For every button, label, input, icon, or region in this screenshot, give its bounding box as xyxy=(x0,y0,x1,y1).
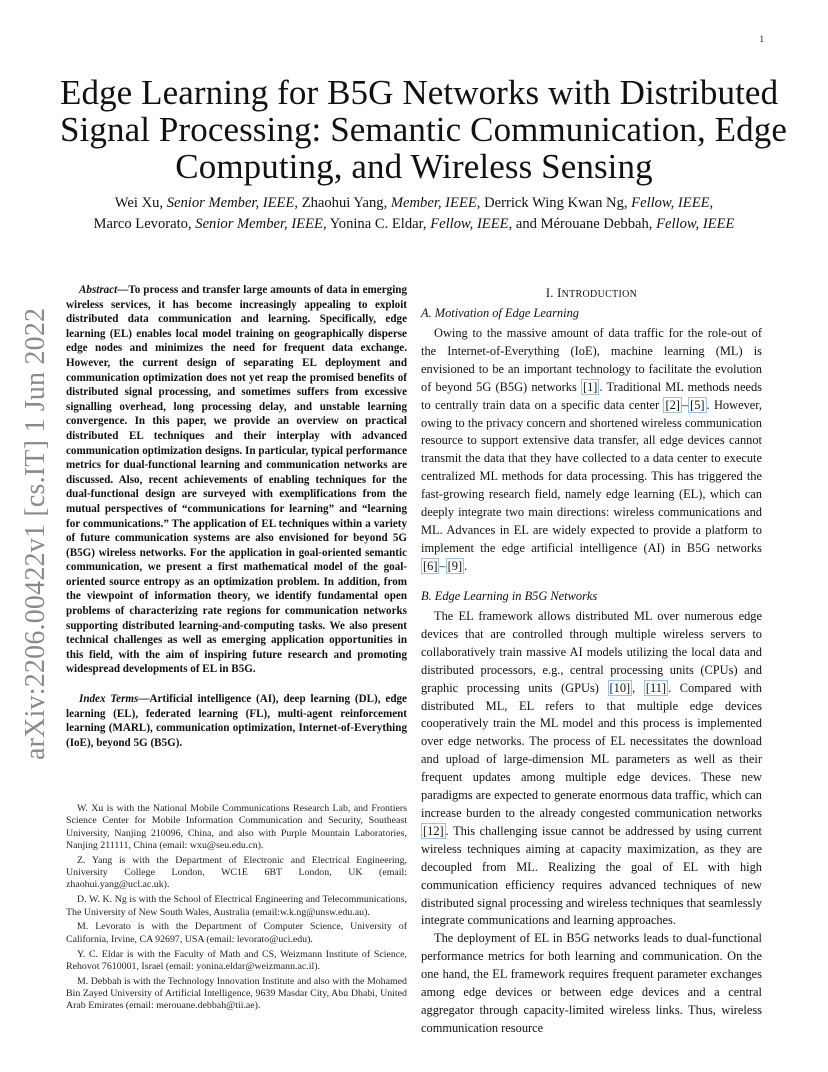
title-line: Signal Processing: Semantic Communication, Edge xyxy=(60,110,787,149)
section-heading xyxy=(421,286,762,301)
citation-link[interactable]: [9] xyxy=(447,558,463,573)
index-terms-text: —Artificial intelligence (AI), deep learning (DL), edge learning (EL), federated learning (FL), multi-agent reinforcement learning (MARL), communication optimization, Internet-of-Everything (IoE), beyond 5G (B5G). xyxy=(66,693,407,749)
citation-link[interactable]: [11] xyxy=(645,680,667,695)
author-line-2 xyxy=(60,214,768,235)
author-role: Fellow, IEEE xyxy=(656,216,735,232)
footnote: Y. C. Eldar is with the Faculty of Math and CS, Weizmann Institute of Science, Rehovot 7610001, Israel (email: yonina.eldar@weizmann.ac.il). xyxy=(66,948,407,972)
author-name: , Yonina C. Eldar, xyxy=(322,216,431,232)
intro-paragraph-1 xyxy=(421,325,762,576)
footnote: D. W. K. Ng is with the School of Electrical Engineering and Telecommunications, The University of New South Wales, Australia (email:w.k.ng@unsw.edu.au). xyxy=(66,894,407,918)
intro-paragraph-2 xyxy=(421,608,762,1038)
author-line-1 xyxy=(60,193,768,214)
author-role: Senior Member, IEEE xyxy=(166,195,295,211)
index-terms-paragraph xyxy=(66,692,407,750)
footnote: W. Xu is with the National Mobile Communications Research Lab, and Frontiers Science Center for Mobile Information Communication and Security, Southeast University, Nanjing 210096, China, and also with Purple Mountain Laboratories, Nanjing 211111, China (email: wxu@seu.edu.cn). xyxy=(66,803,407,851)
text-run: . Compared with distributed ML, EL refers to that multiple edge devices cooperatively train the ML model and this process is implemented over edge networks. The process of EL necessitates the download and upload of large-dimension ML parameters as well as their frequent updates among multiple edge devices. These new paradigms are expected to generate enormous data traffic, which can increase burden to the already congested communication networks xyxy=(421,680,763,820)
text-run: The EL framework allows distributed ML over numerous edge devices that are controlled through multiple wireless servers to collaboratively train massive AI models utilizing the local data and distributed processors, e.g., central processing units (CPUs) and graphic processing units (GPUs) xyxy=(421,609,762,695)
abstract-text: —To process and transfer large amounts of data in emerging wireless services, it has become increasingly appealing to exploit distributed data communication and learning. Specifically, edge learning (EL) enables local model training on geographically disperse edge nodes and minimizes the need for frequent data exchange. However, the current design of separating EL deployment and communication optimization does not yet reap the promised benefits of distributed signal processing, and sometimes suffers from excessive signalling overhead, long processing delay, and unstable learning convergence. In this paper, we provide an overview on practical distributed EL techniques and their interplay with advanced communication optimization designs. In particular, typical performance metrics for dual-functional learning and communication networks are discussed. Also, recent achievements of enabling techniques for the dual-functional design are surveyed with exemplifications from the mutual perspectives of “communications for learning” and “learning for communications.” The application of EL techniques within a variety of future communication systems are also envisioned for beyond 5G (B5G) wireless networks. For the application in goal-oriented semantic communication, we present a first mathematical model of the goal-oriented source entropy as an optimization problem. In addition, from the viewpoint of information theory, we identify fundamental open problems of characterizing rate regions for communication networks supporting distributed learning-and-computing tasks. We also present technical challenges as well as emerging application opportunities in this field, with the aim of inspiring future research and promoting widespread developments of EL in B5G. xyxy=(66,284,407,676)
text-run: . However, owing to the privacy concern and shortened wireless communication resource to support extensive data transfer, all edge devices cannot transmit the data that they have collected to a data center to execute centralized ML methods for data processing. This has triggered the fast-growing research field, namely edge learning (EL), which can deeply integrate two main directions: wireless communications and ML. Advances in EL are widely expected to provide a platform to implement the edge artificial intelligence (AI) in B5G networks xyxy=(421,397,762,555)
paragraph xyxy=(421,608,762,930)
text-run: – xyxy=(681,397,689,412)
author-name: , Zhaohui Yang, xyxy=(294,195,391,211)
author-role: Senior Member, IEEE xyxy=(195,216,323,232)
author-role: Fellow, IEEE xyxy=(430,216,509,232)
citation-link[interactable]: [2] xyxy=(665,397,680,412)
abstract-lead: Abstract xyxy=(79,284,118,296)
author-name: , Derrick Wing Kwan Ng, xyxy=(476,195,632,211)
footnote: Z. Yang is with the Department of Electronic and Electrical Engineering, University College London, WC1E 6BT London, UK (email: zhaohui.yang@ucl.ac.uk). xyxy=(66,854,407,891)
footnote: M. Debbah is with the Technology Innovation Institute and also with the Mohamed Bin Zayed University of Artificial Intelligence, 9639 Masdar City, Abu Dhabi, United Arab Emirates (email: merouane.debbah@tii.ae). xyxy=(66,975,407,1012)
author-name: , and Mérouane Debbah, xyxy=(508,216,657,232)
title-line: Computing, and Wireless Sensing xyxy=(175,147,653,186)
text-run: . xyxy=(464,558,468,573)
paragraph xyxy=(421,325,762,576)
section-numeral: I. xyxy=(545,286,558,300)
citation-link[interactable]: [12] xyxy=(423,823,444,838)
section-rest: NTRODUCTION xyxy=(561,289,638,300)
author-name: Marco Levorato, xyxy=(93,216,196,232)
text-run: . This challenging issue cannot be addressed by using current wireless techniques aiming at capacity maximization, as they are decoupled from ML. Realizing the goal of EL with high communication efficiency requires advanced techniques of new distributed signal processing and wireless techniques that seamlessly integrate communications and learning approaches. xyxy=(421,823,763,928)
citation-link[interactable]: [5] xyxy=(690,397,705,412)
citation-link[interactable]: [10] xyxy=(609,680,631,695)
text-run: Owing to the massive amount of data traffic for the role-out of the Internet-of-Everything (IoE), machine learning (ML) is envisioned to be an important technology to facilitate the evolution of beyond 5G (B5G) networks xyxy=(421,326,762,394)
author-separator: , xyxy=(709,195,714,211)
abstract xyxy=(66,283,407,677)
author-list xyxy=(60,193,768,235)
author-name: Wei Xu, xyxy=(114,195,167,211)
arxiv-stamp: arXiv:2206.00422v1 [cs.IT] 1 Jun 2022 xyxy=(20,307,51,760)
text-run: , xyxy=(632,680,644,695)
section-initial: I xyxy=(557,286,562,300)
paper-title xyxy=(60,73,787,186)
page-number: 1 xyxy=(759,34,764,44)
index-terms-lead: Index Terms xyxy=(79,693,139,705)
abstract-paragraph xyxy=(66,283,407,677)
subsection-heading-a: A. Motivation of Edge Learning xyxy=(421,306,579,320)
subsection-heading-b: B. Edge Learning in B5G Networks xyxy=(421,589,598,603)
affiliation-footnotes xyxy=(66,803,407,1015)
text-run: . Traditional ML methods needs to centrally train data on a specific data center xyxy=(421,379,762,412)
author-role: Fellow, IEEE xyxy=(631,195,710,211)
paragraph: The deployment of EL in B5G networks leads to dual-functional performance metrics for both learning and communication. On the one hand, the EL framework requires frequent parameter exchanges among edge devices or between edge devices and a central aggregator through capacity-limited wireless links. Thus, wireless communication resource xyxy=(421,931,762,1035)
citation-link[interactable]: [6] xyxy=(423,558,438,573)
index-terms xyxy=(66,692,407,750)
citation-link[interactable]: [1] xyxy=(582,379,598,394)
footnote: M. Levorato is with the Department of Computer Science, University of California, Irvine, CA 92697, USA (email: levorato@uci.edu). xyxy=(66,921,407,945)
text-run: – xyxy=(439,558,446,573)
author-role: Member, IEEE xyxy=(390,195,477,211)
title-line: Edge Learning for B5G Networks with Distributed xyxy=(60,73,779,112)
